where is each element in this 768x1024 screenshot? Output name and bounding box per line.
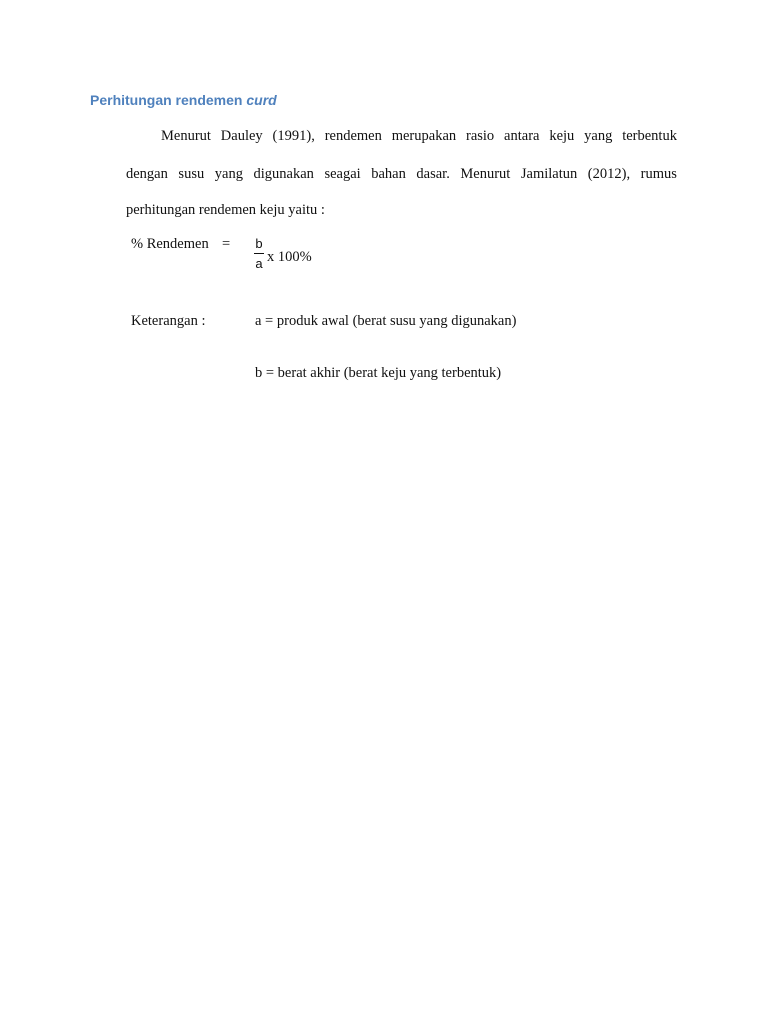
keterangan-label: Keterangan : [131, 313, 206, 329]
formula-fraction [254, 236, 264, 271]
word: antara [504, 128, 540, 144]
word: Jamilatun [520, 166, 578, 182]
formula-equals: = [222, 236, 231, 252]
word: Menurut [460, 166, 511, 182]
keterangan-a: a = produk awal (berat susu yang digunakan) [255, 313, 517, 329]
word: dasar. [416, 166, 450, 182]
formula-multiplier: x 100% [267, 249, 312, 265]
word: Dauley [220, 128, 263, 144]
formula-label: % Rendemen [131, 236, 209, 252]
heading-italic-term: curd [246, 92, 277, 108]
word: bahan [371, 166, 406, 182]
paragraph-line-2 [126, 166, 677, 183]
word: yang [214, 166, 243, 182]
fraction-numerator: b [255, 236, 263, 251]
word: digunakan [253, 166, 314, 182]
word: dengan [126, 166, 168, 182]
word: susu [178, 166, 205, 182]
word: seagai [324, 166, 361, 182]
word: (1991), [272, 128, 315, 144]
word: yang [584, 128, 613, 144]
word: Menurut [161, 128, 211, 144]
word: merupakan [391, 128, 457, 144]
paragraph-line-1 [161, 128, 677, 145]
word: rasio [466, 128, 495, 144]
word: terbentuk [622, 128, 677, 144]
word: rumus [640, 166, 677, 182]
word: (2012), [587, 166, 631, 182]
fraction-bar [254, 253, 264, 254]
word: keju [549, 128, 575, 144]
section-heading [90, 92, 277, 108]
fraction-denominator: a [255, 256, 263, 271]
keterangan-b: b = berat akhir (berat keju yang terbentuk) [255, 365, 502, 381]
paragraph-line-3: perhitungan rendemen keju yaitu : [126, 202, 325, 218]
heading-text: Perhitungan rendemen [90, 92, 243, 108]
word: rendemen [324, 128, 382, 144]
